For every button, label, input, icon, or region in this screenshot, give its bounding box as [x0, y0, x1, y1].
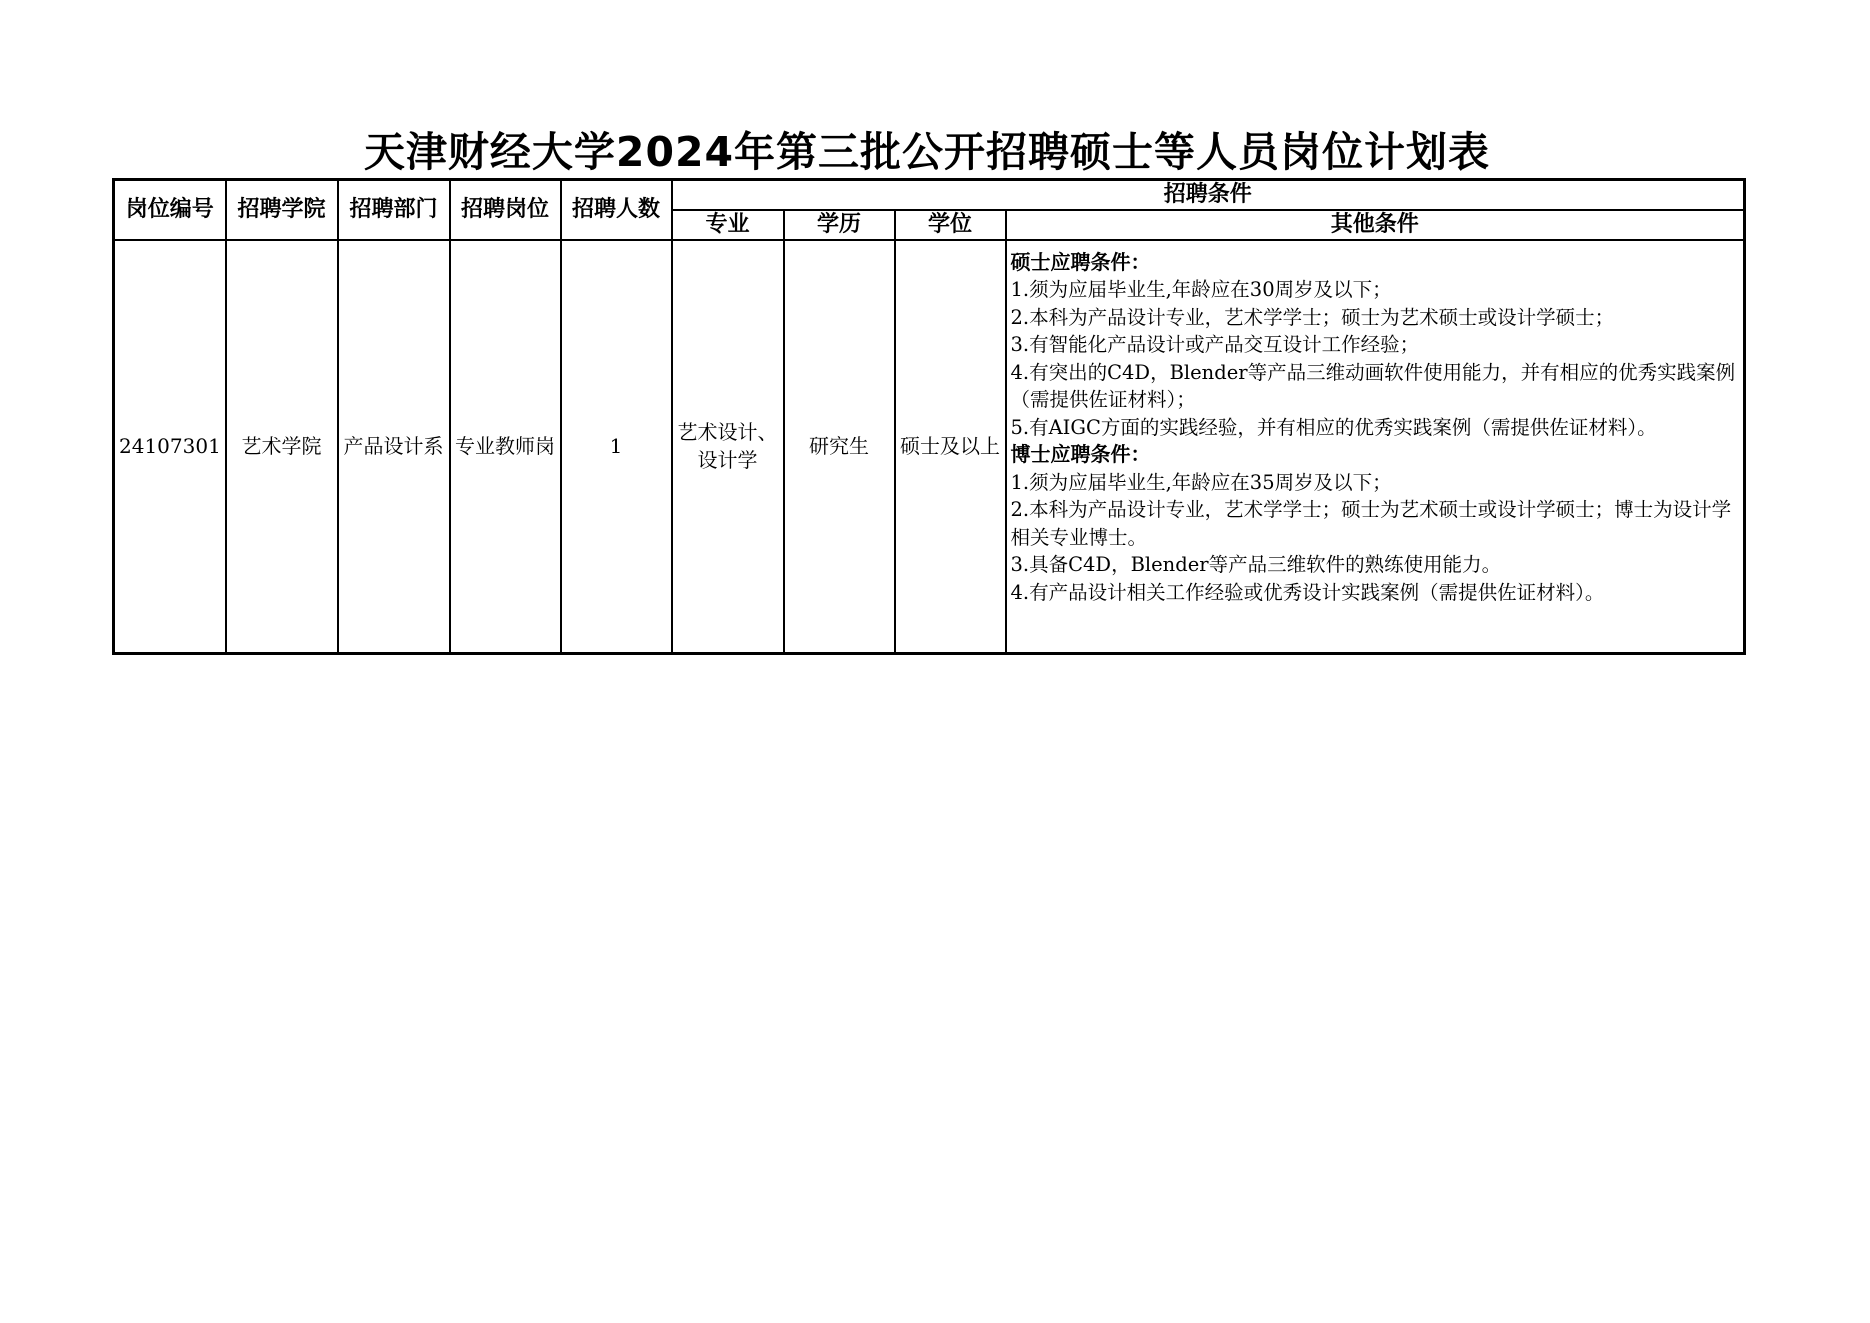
post-id-value: 24107301	[119, 434, 221, 459]
header-row-top	[114, 180, 1745, 210]
phd-conditions-heading: 博士应聘条件：	[1010, 442, 1151, 466]
header-degree: 学位	[895, 210, 1006, 240]
department-value: 产品设计系	[343, 434, 444, 459]
header-college: 招聘学院	[226, 180, 338, 240]
phd-condition-item: 4.有产品设计相关工作经验或优秀设计实践案例（需提供佐证材料）。	[1010, 580, 1605, 604]
master-condition-item: 4.有突出的C4D，Blender等产品三维动画软件使用能力，并有相应的优秀实践案例（需提供佐证材料）；	[1010, 360, 1736, 411]
recruitment-plan-table	[112, 178, 1746, 655]
header-major: 专业	[672, 210, 784, 240]
phd-condition-item: 3.具备C4D，Blender等产品三维软件的熟练使用能力。	[1010, 553, 1502, 576]
header-other: 其他条件	[1006, 210, 1745, 240]
master-conditions-heading: 硕士应聘条件：	[1010, 249, 1151, 274]
degree-value: 硕士及以上	[900, 434, 1000, 459]
header-department: 招聘部门	[338, 180, 450, 240]
cell-position	[450, 240, 561, 654]
college-value: 艺术学院	[241, 434, 322, 459]
cell-education	[784, 240, 895, 654]
cell-department	[338, 240, 450, 654]
phd-condition-item: 1.须为应届毕业生,年龄应在35周岁及以下；	[1010, 470, 1392, 494]
phd-condition-item: 2.本科为产品设计专业，艺术学学士；硕士为艺术硕士或设计学硕士；博士为设计学相关专业博士。	[1010, 498, 1732, 549]
header-count: 招聘人数	[561, 180, 672, 240]
master-condition-item: 2.本科为产品设计专业，艺术学学士；硕士为艺术硕士或设计学硕士；	[1010, 305, 1615, 329]
cell-count	[561, 240, 672, 654]
cell-degree	[895, 240, 1006, 654]
table-row	[114, 240, 1745, 654]
page-title: 天津财经大学2024年第三批公开招聘硕士等人员岗位计划表	[363, 128, 1491, 176]
header-conditions: 招聘条件	[672, 180, 1745, 210]
count-value: 1	[609, 434, 623, 459]
master-condition-item: 1.须为应届毕业生,年龄应在30周岁及以下；	[1010, 278, 1392, 301]
major-value: 艺术设计、设计学	[677, 420, 778, 473]
cell-major	[672, 240, 784, 654]
cell-other-conditions	[1006, 240, 1745, 654]
master-condition-item: 5.有AIGC方面的实践经验，并有相应的优秀实践案例（需提供佐证材料）。	[1010, 415, 1657, 439]
cell-college	[226, 240, 338, 654]
master-condition-item: 3.有智能化产品设计或产品交互设计工作经验；	[1010, 333, 1420, 356]
header-education: 学历	[784, 210, 895, 240]
education-value: 研究生	[809, 434, 869, 459]
cell-post-id	[114, 240, 226, 654]
header-position: 招聘岗位	[450, 180, 561, 240]
position-value: 专业教师岗	[455, 434, 555, 459]
header-post-id: 岗位编号	[114, 180, 226, 240]
